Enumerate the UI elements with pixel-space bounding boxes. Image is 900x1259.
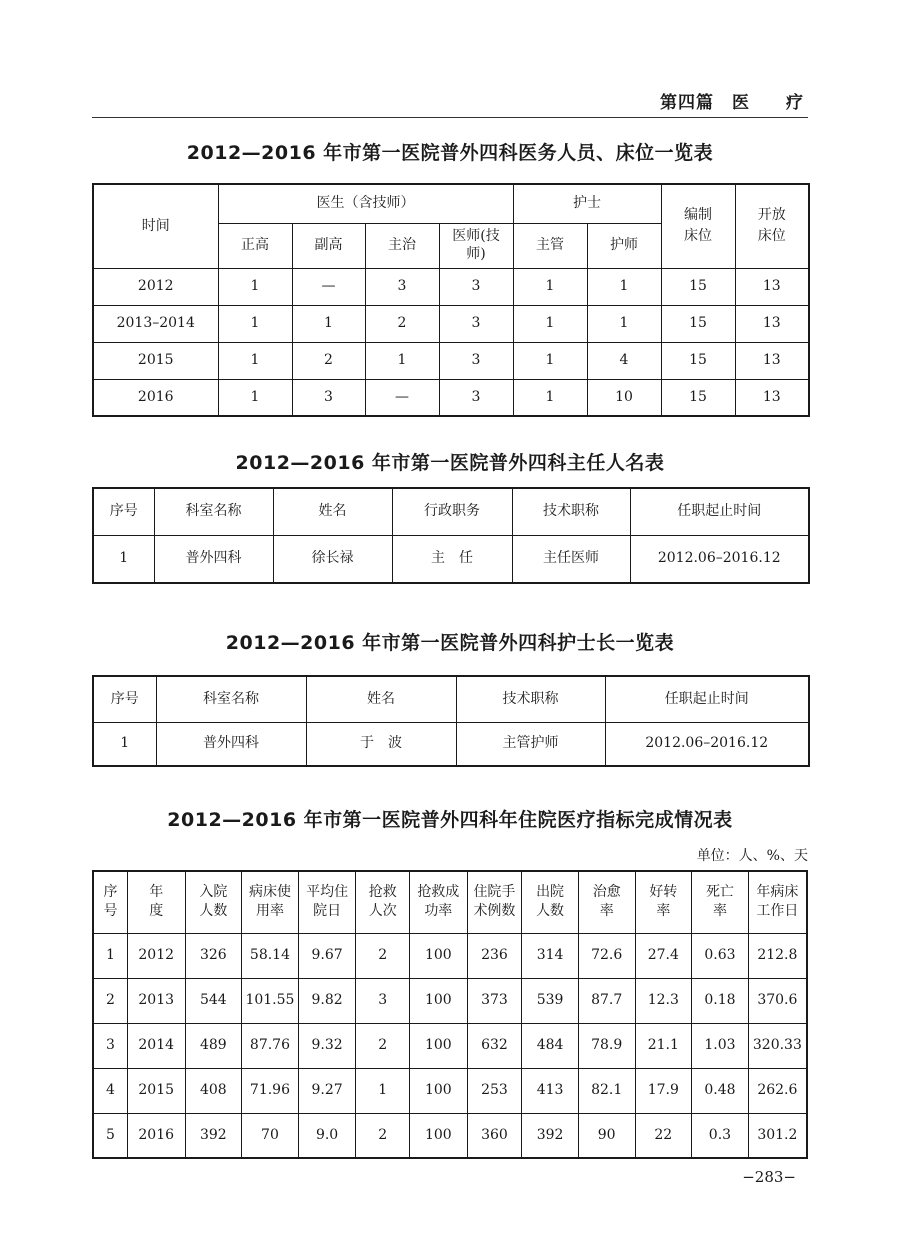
- table-cell: 1: [93, 722, 156, 766]
- table-cell: 13: [735, 268, 809, 305]
- table-cell: 1: [93, 535, 154, 583]
- table-row: [93, 1068, 807, 1113]
- table-cell: 5: [93, 1113, 127, 1158]
- table-cell: 1: [513, 342, 587, 379]
- table-cell: 1: [356, 1068, 410, 1113]
- table-cell: 2016: [127, 1113, 185, 1158]
- header-cell: 姓名: [273, 488, 392, 535]
- header-cell: [467, 871, 522, 933]
- table-cell: 2: [356, 1113, 410, 1158]
- header-cell: [692, 871, 749, 933]
- table-cell: 484: [522, 1023, 579, 1068]
- table-cell: 2: [292, 342, 365, 379]
- table-cell: 2012: [127, 933, 185, 978]
- header-divider: [92, 117, 808, 118]
- table-cell: 408: [185, 1068, 242, 1113]
- table-cell: 22: [635, 1113, 692, 1158]
- table-cell: —: [292, 268, 365, 305]
- subheader-cell: 副高: [292, 223, 365, 268]
- header-cell: [356, 871, 410, 933]
- table-cell: 1: [218, 342, 292, 379]
- table-cell: 2014: [127, 1023, 185, 1068]
- header-label: 死亡率: [705, 884, 734, 920]
- table-cell: 1: [513, 379, 587, 416]
- table-cell: 2015: [93, 342, 218, 379]
- table-cell: 212.8: [748, 933, 807, 978]
- table-cell: 17.9: [635, 1068, 692, 1113]
- table-cell: 1: [218, 268, 292, 305]
- table-cell: 2016: [93, 379, 218, 416]
- subheader-cell: 医师(技师): [439, 223, 513, 268]
- header-label: 年度: [149, 884, 164, 920]
- table-cell: 0.3: [692, 1113, 749, 1158]
- table-cell: 1: [587, 268, 661, 305]
- table-cell: 1: [218, 305, 292, 342]
- staff-bed-table: [92, 183, 810, 417]
- table-cell: 2: [356, 933, 410, 978]
- table-cell: 544: [185, 978, 242, 1023]
- table-cell: 1: [292, 305, 365, 342]
- table-header-row: [93, 676, 809, 722]
- director-table: [92, 487, 810, 584]
- table-cell: 2013: [127, 978, 185, 1023]
- table-cell: 71.96: [242, 1068, 299, 1113]
- table-cell: 2013–2014: [93, 305, 218, 342]
- table-row: [93, 933, 807, 978]
- table-cell: 2015: [127, 1068, 185, 1113]
- table-cell: 1: [513, 305, 587, 342]
- table-cell: 3: [439, 268, 513, 305]
- header-cell: [185, 871, 242, 933]
- table3-title: 2012—2016 年市第一医院普外四科护士长一览表: [225, 632, 675, 654]
- header-label: 好转率: [649, 884, 678, 920]
- table-header-row: [93, 488, 809, 535]
- header-bianzhi-beds: 编制床位: [661, 184, 735, 268]
- table-cell: 262.6: [748, 1068, 807, 1113]
- table-row: [93, 268, 809, 305]
- header-label: 治愈率: [592, 884, 621, 920]
- table-row: [93, 978, 807, 1023]
- inpatient-indicators-table: [92, 870, 808, 1159]
- table-cell: 12.3: [635, 978, 692, 1023]
- table-cell: 2: [365, 305, 439, 342]
- table-cell: 2012.06–2016.12: [605, 722, 809, 766]
- table-cell: 3: [356, 978, 410, 1023]
- table-cell: 78.9: [578, 1023, 635, 1068]
- header-time: 时间: [93, 184, 218, 268]
- header-cell: [127, 871, 185, 933]
- header-cell: [578, 871, 635, 933]
- table-cell: 徐长禄: [273, 535, 392, 583]
- table-cell: 9.67: [298, 933, 356, 978]
- table-cell: 90: [578, 1113, 635, 1158]
- header-cell: 行政职务: [392, 488, 512, 535]
- table-header-row: [93, 871, 807, 933]
- table-cell: 3: [93, 1023, 127, 1068]
- table-cell: 4: [93, 1068, 127, 1113]
- table-cell: 1: [93, 933, 127, 978]
- header-label: 病床使用率: [248, 884, 291, 920]
- table-cell: 236: [467, 933, 522, 978]
- table-cell: 1: [587, 305, 661, 342]
- table-cell: 413: [522, 1068, 579, 1113]
- table-cell: 9.32: [298, 1023, 356, 1068]
- header-doctor: 医生（含技师）: [218, 184, 513, 223]
- table-cell: 100: [410, 933, 468, 978]
- table-cell: 320.33: [748, 1023, 807, 1068]
- table-row: [93, 1023, 807, 1068]
- header-label: 入院人数: [199, 884, 228, 920]
- header-cell: 科室名称: [156, 676, 306, 722]
- table-cell: 普外四科: [154, 535, 273, 583]
- header-cell: [748, 871, 807, 933]
- table-cell: 普外四科: [156, 722, 306, 766]
- table-cell: 2: [356, 1023, 410, 1068]
- header-nurse: 护士: [513, 184, 661, 223]
- table-cell: 539: [522, 978, 579, 1023]
- head-nurse-table: [92, 675, 810, 767]
- table-cell: 21.1: [635, 1023, 692, 1068]
- table-cell: 15: [661, 305, 735, 342]
- subheader-cell: 正高: [218, 223, 292, 268]
- table-cell: 13: [735, 379, 809, 416]
- header-label: 平均住院日: [306, 884, 349, 920]
- table-cell: 主任医师: [512, 535, 630, 583]
- header-cell: [635, 871, 692, 933]
- table-cell: 9.27: [298, 1068, 356, 1113]
- header-cell: 任职起止时间: [630, 488, 809, 535]
- subheader-cell: 主管: [513, 223, 587, 268]
- table-cell: 392: [185, 1113, 242, 1158]
- header-cell: [242, 871, 299, 933]
- table-cell: 0.48: [692, 1068, 749, 1113]
- table-row: [93, 379, 809, 416]
- header-label: 序号: [103, 884, 118, 920]
- header-kaifang-beds: 开放床位: [735, 184, 809, 268]
- table-cell: 13: [735, 342, 809, 379]
- table-cell: 27.4: [635, 933, 692, 978]
- table-cell: 15: [661, 342, 735, 379]
- page-number: −283−: [742, 1168, 796, 1186]
- table-cell: 373: [467, 978, 522, 1023]
- header-cell: 技术职称: [456, 676, 605, 722]
- table-cell: 0.63: [692, 933, 749, 978]
- header-cell: [93, 871, 127, 933]
- header-label: 年病床工作日: [756, 884, 799, 920]
- table-cell: 3: [439, 342, 513, 379]
- table-cell: 301.2: [748, 1113, 807, 1158]
- header-cell: 任职起止时间: [605, 676, 809, 722]
- table-cell: 100: [410, 1113, 468, 1158]
- table-cell: 主 任: [392, 535, 512, 583]
- table-cell: 58.14: [242, 933, 299, 978]
- unit-note: 单位：人、%、天: [696, 848, 808, 864]
- header-label: 出院人数: [536, 884, 565, 920]
- table2-title: 2012—2016 年市第一医院普外四科主任人名表: [235, 452, 665, 474]
- table-cell: 15: [661, 268, 735, 305]
- table-cell: 100: [410, 978, 468, 1023]
- header-cell: [522, 871, 579, 933]
- table-cell: 1.03: [692, 1023, 749, 1068]
- table-cell: 9.82: [298, 978, 356, 1023]
- chapter-header: 第四篇 医 疗: [660, 93, 804, 113]
- table-cell: 100: [410, 1023, 468, 1068]
- header-cell: 科室名称: [154, 488, 273, 535]
- table-row: [93, 342, 809, 379]
- table-cell: 101.55: [242, 978, 299, 1023]
- table-row: [93, 535, 809, 583]
- table-row: [93, 305, 809, 342]
- table-cell: 15: [661, 379, 735, 416]
- table-cell: 0.18: [692, 978, 749, 1023]
- table-cell: 326: [185, 933, 242, 978]
- table-cell: 100: [410, 1068, 468, 1113]
- header-label: 住院手术例数: [473, 884, 516, 920]
- table-cell: 82.1: [578, 1068, 635, 1113]
- table-cell: 370.6: [748, 978, 807, 1023]
- table-cell: 70: [242, 1113, 299, 1158]
- table-row: [93, 1113, 807, 1158]
- table-cell: 87.76: [242, 1023, 299, 1068]
- header-label: 抢救人次: [368, 884, 397, 920]
- header-cell: [410, 871, 468, 933]
- table-cell: 10: [587, 379, 661, 416]
- table-cell: 392: [522, 1113, 579, 1158]
- table-cell: 于 波: [306, 722, 456, 766]
- table-cell: 3: [439, 379, 513, 416]
- header-label: 抢救成功率: [417, 884, 460, 920]
- subheader-cell: 主治: [365, 223, 439, 268]
- table-cell: 13: [735, 305, 809, 342]
- header-cell: 姓名: [306, 676, 456, 722]
- table-cell: 4: [587, 342, 661, 379]
- table-cell: 87.7: [578, 978, 635, 1023]
- header-cell: [298, 871, 356, 933]
- table-cell: 2: [93, 978, 127, 1023]
- table-cell: 360: [467, 1113, 522, 1158]
- header-cell: 序号: [93, 488, 154, 535]
- table-cell: 489: [185, 1023, 242, 1068]
- table-cell: 2012.06–2016.12: [630, 535, 809, 583]
- table-cell: 314: [522, 933, 579, 978]
- table-cell: 3: [292, 379, 365, 416]
- table4-title: 2012—2016 年市第一医院普外四科年住院医疗指标完成情况表: [167, 809, 733, 831]
- table-cell: —: [365, 379, 439, 416]
- table-cell: 1: [365, 342, 439, 379]
- table1-title: 2012—2016 年市第一医院普外四科医务人员、床位一览表: [186, 142, 714, 164]
- table-cell: 2012: [93, 268, 218, 305]
- table-cell: 1: [513, 268, 587, 305]
- table-row: [93, 722, 809, 766]
- table-cell: 3: [365, 268, 439, 305]
- table-cell: 9.0: [298, 1113, 356, 1158]
- table-cell: 632: [467, 1023, 522, 1068]
- table-cell: 72.6: [578, 933, 635, 978]
- header-cell: 技术职称: [512, 488, 630, 535]
- table-cell: 主管护师: [456, 722, 605, 766]
- table-cell: 1: [218, 379, 292, 416]
- header-cell: 序号: [93, 676, 156, 722]
- subheader-cell: 护师: [587, 223, 661, 268]
- table-cell: 253: [467, 1068, 522, 1113]
- table-cell: 3: [439, 305, 513, 342]
